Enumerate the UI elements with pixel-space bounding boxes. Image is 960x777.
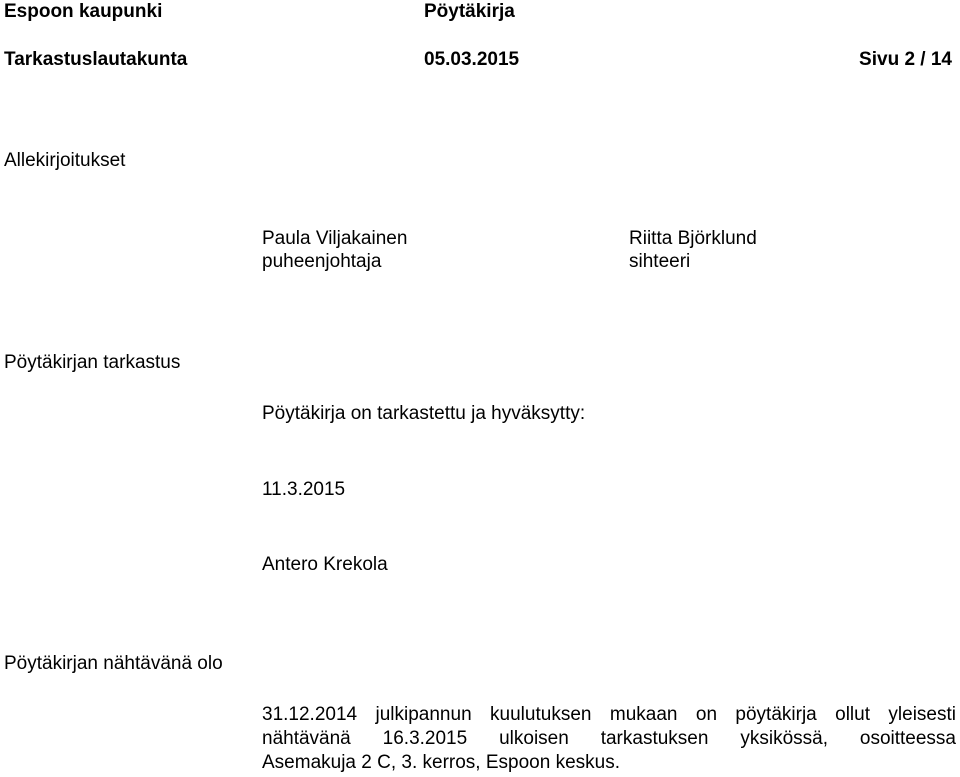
signatures-heading: Allekirjoitukset xyxy=(4,150,126,171)
review-heading: Pöytäkirjan tarkastus xyxy=(4,352,181,373)
review-statement: Pöytäkirja on tarkastettu ja hyväksytty: xyxy=(262,403,586,424)
signer-role: sihteeri xyxy=(629,251,691,272)
paragraph-line: 31.12.2014 julkipannun kuulutuksen mukaan on pöytäkirja ollut yleisesti xyxy=(262,704,956,725)
organization-name: Espoon kaupunki xyxy=(4,1,163,22)
review-date: 11.3.2015 xyxy=(262,479,346,500)
document-type: Pöytäkirja xyxy=(424,1,515,22)
meeting-date: 05.03.2015 xyxy=(424,49,520,70)
signer-name: Riitta Björklund xyxy=(629,228,757,249)
public-display-paragraph xyxy=(262,703,956,775)
public-display-heading: Pöytäkirjan nähtävänä olo xyxy=(4,653,223,674)
reviewer-name: Antero Krekola xyxy=(262,554,388,575)
committee-name: Tarkastuslautakunta xyxy=(4,49,188,70)
signer-role: puheenjohtaja xyxy=(262,251,382,272)
paragraph-line: Asemakuja 2 C, 3. kerros, Espoon keskus. xyxy=(262,752,620,773)
signer-name: Paula Viljakainen xyxy=(262,228,408,249)
paragraph-line: nähtävänä 16.3.2015 ulkoisen tarkastuksen yksikössä, osoitteessa xyxy=(262,728,956,749)
page-number: Sivu 2 / 14 xyxy=(859,49,952,70)
